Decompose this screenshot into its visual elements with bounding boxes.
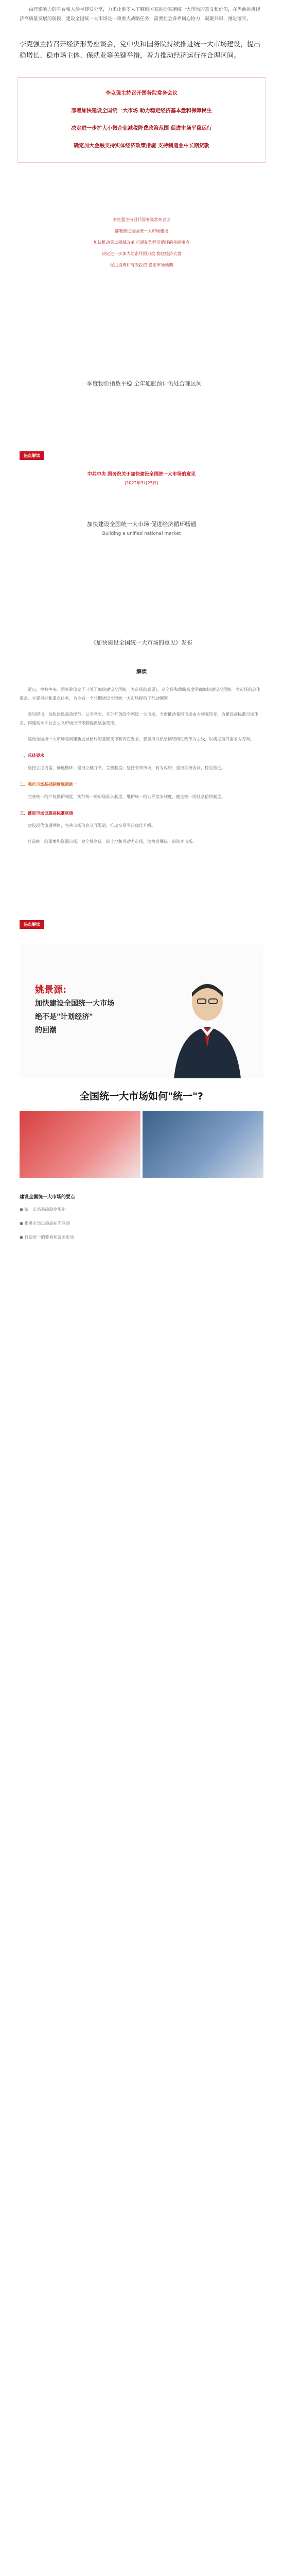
- photo: [143, 1111, 263, 1178]
- expert-portrait: [20, 944, 263, 1078]
- reference-image: [20, 183, 263, 359]
- slogan-line: 部署加快建设全国统一大市场 助力稳定经济基本盘和保障民生: [71, 108, 212, 114]
- article-page: [0, 0, 283, 1267]
- article-paragraph: 建设全国统一大市场是构建新发展格局的基础支撑和内在要求，要坚持以供给侧结构性改革为主线，以满足最终需求为方向。: [28, 737, 254, 741]
- summary-bullet: ● 打造统一的要素和资源市场: [20, 1235, 74, 1240]
- reference-line: 加快推动重点领域改革 打通制约经济循环的关键堵点: [93, 240, 190, 245]
- summary-heading: 建设全国统一大市场的要点: [20, 1195, 76, 1200]
- article-paragraph: 完善统一的产权保护制度，实行统一的市场准入制度，维护统一的公平竞争制度，健全统一的社会信用制度。: [28, 794, 225, 799]
- article-paragraph: 坚持立足内需，畅通循环；坚持立破并举，完善制度；坚持有效市场，有为政府；坚持系统协同，稳妥推进。: [28, 766, 225, 770]
- expert-quote-line: 绝不是"计划经济": [35, 1013, 93, 1021]
- expert-name: 姚景源:: [35, 985, 67, 995]
- hero-title: 加快建设全国统一大市场 促进经济循环畅通: [86, 521, 197, 528]
- hot-topic-tag: 热点解读: [20, 920, 44, 929]
- hero-subtitle: Building a unified national market: [102, 531, 181, 536]
- intro-paragraph: 由有影响力的平台和人参与转发分享，力求让更多人了解到国家推动实施统一大市场的意义和价值，在当前推进经济高质量发展的阶段，建设全国统一大市场是一项重大战略任务，需要社会各界同心协力，凝聚共识，推进落实。: [20, 7, 261, 22]
- reference-line: 李克强主持召开国务院常务会议: [113, 217, 170, 222]
- meeting-summary: 李克强主持召开经济形势座谈会，党中央和国务院持续推进统一大市场建设，提出稳增长、稳市场主体、保就业等关键举措，着力推动经济运行在合理区间。: [20, 41, 261, 60]
- section-heading: 二、强化市场基础制度规则统一: [20, 782, 77, 787]
- hero-banner: [20, 499, 263, 618]
- section-heading: 一、总体要求: [20, 753, 44, 758]
- article-paragraph: 打造统一的要素和资源市场，健全城乡统一的土地和劳动力市场，加快发展统一的资本市场。: [28, 839, 197, 844]
- notice-date: (2022年3月25日): [125, 481, 158, 485]
- image-caption: 一季度物价指数平稳 全年通胀预计仍处合理区间: [81, 380, 202, 387]
- slogan-box: [17, 77, 266, 163]
- tag-row: [0, 918, 283, 929]
- expert-quote-line: 的回潮: [35, 1026, 57, 1035]
- tag-row: [0, 449, 283, 460]
- section-heading: 三、推进市场设施高标准联通: [20, 811, 73, 816]
- summary-section: [0, 1193, 283, 1267]
- expert-quote-line: 加快建设全国统一大市场: [35, 999, 114, 1008]
- reference-line: 决定进一步加大助企纾困力度 稳住经济大盘: [101, 251, 182, 256]
- reference-line: 促进消费和有效投资 稳定市场预期: [110, 263, 173, 267]
- reference-line: 部署推进全国统一大市场建设: [115, 229, 168, 233]
- slogan-line: 确定加大金融支持实体经济政策措施 支持制造业中长期贷款: [74, 143, 209, 149]
- article-paragraph: 建设现代流通网络，完善市场信息交互渠道，推动交易平台优化升级。: [28, 823, 155, 828]
- hot-topic-tag: 热点解读: [20, 451, 44, 460]
- notice-title: 中共中央 国务院关于加快建设全国统一大市场的意见: [87, 472, 196, 477]
- summary-bullet: ● 统一市场基础制度规则: [20, 1207, 66, 1212]
- person-photo: [169, 970, 246, 1078]
- question-banner: 全国统一大市场如何"统一"?: [80, 1091, 203, 1102]
- slogan-line: 决定进一步扩大小微企业减税降费政策范围 促进市场平稳运行: [71, 126, 212, 131]
- intro-section: [0, 0, 283, 62]
- article-paragraph: 意见提出，加快建设高效规范、公平竞争、充分开放的全国统一大市场，全面推动我国市场由大到强转变，为建设高标准市场体系、构建高水平社会主义市场经济体制提供坚强支撑。: [20, 712, 258, 725]
- slogan-line: 李克强主持召开国务院常务会议: [105, 91, 178, 96]
- article-paragraph: 近日，中共中央、国务院印发了《关于加快建设全国统一大市场的意见》，从全局和战略高度明确加快建设全国统一大市场的总体要求、主要目标和重点任务，为今后一个时期建设全国统一大市场提供了行动纲领。: [20, 687, 260, 701]
- article-body: [0, 667, 283, 846]
- release-heading: 《加快建设全国统一大市场的意见》发布: [91, 639, 192, 646]
- summary-bullet: ● 推进市场设施高标准联通: [20, 1221, 70, 1226]
- photo-grid: [20, 1111, 263, 1178]
- article-heading: 解读: [136, 669, 147, 675]
- photo: [20, 1111, 140, 1178]
